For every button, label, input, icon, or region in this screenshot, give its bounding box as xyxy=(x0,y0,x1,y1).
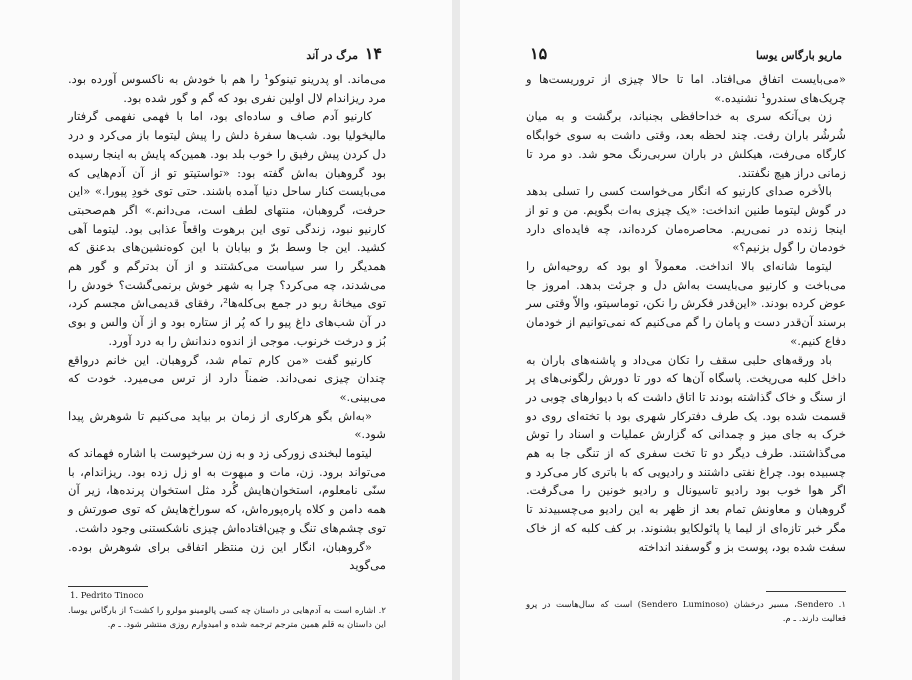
page-number: ۱۵ xyxy=(530,44,548,63)
paragraph: باد ورقه‌های حلبی سقف را تکان می‌داد و پاشنه‌های باران به داخل کلبه می‌ریخت. پاسگاه آن‌ها که دور تا دورش رلگونی‌های پر از سنگ و خاک گذاشته بودند تا اتاق داشت که با دیوارهای چوبی در قسمت شده بود. یک طرف دفترکار شهری بود با تخته‌ای روی دو خرک به جای میز و چمدانی که گزارش عملیات و اسناد را توش می‌گذاشتند. طرف دیگر دو تا تخت سفری که از تنگی جا به هم چسبیده بود. چراغ نفتی داشتند و رادیویی که با باتری کار می‌کرد و اگر هوا خوب بود رادیو تاسیونال و رادیو خونین را می‌گرفت. گروهبان و معاونش تمام بعد از ظهر به این رادیو می‌چسبیدند تا مگر خبر تازه‌ای از لیما یا پائولکایو بشنوند. بر کف کلبه که از خاک سفت شده بود، پوست بز و گوسفند انداخته xyxy=(526,352,846,554)
running-title: مرگ در آند xyxy=(306,49,358,62)
right-page-header xyxy=(530,44,842,69)
left-page-header xyxy=(70,44,382,69)
paragraph: «به‌اش بگو هرکاری از زمان بر بیاید می‌کنیم تا شوهرش پیدا شود.» xyxy=(68,408,386,442)
book-gutter xyxy=(452,0,460,680)
page-number: ۱۴ xyxy=(364,44,382,63)
paragraph: لیتوما شانه‌ای بالا انداخت. معمولاً او بود که روحیه‌اش را می‌باخت و کارنیو می‌بایست به‌اش دل و جرئت بدهد. امروز جا عوض کرده بودند. «این‌قدر فکرش را نکن، توماسیتو، والاّ وقتی سر برسند آن‌قدر دست و پامان را گم می‌کنیم که نمی‌توانیم از خودمان دفاع کنیم.» xyxy=(526,259,846,348)
paragraph: می‌ماند. او پدرینو تینوکو¹ را هم با خودش به ناکسوس آورده بود. مرد ریزاندام لال اولین نفری بود که گم و گور شده بود. xyxy=(68,72,386,105)
footnote-rule xyxy=(68,586,148,587)
paragraph: «می‌بایست اتفاق می‌افتاد. اما تا حالا چیزی از تروریست‌ها و چریک‌های سندرو¹ نشنیده.» xyxy=(526,72,846,105)
right-page xyxy=(460,0,912,680)
paragraph: بالأخره صدای کارنیو که انگار می‌خواست کسی را تسلی بدهد در گوش لیتوما طنین انداخت: «یک چیزی به‌ات بگویم. من و تو از اینجا زنده در نمی‌ریم. محاصره‌مان کرده‌اند، چه فایده‌ای دارد خودمان را گول بزنیم؟» xyxy=(526,184,846,255)
right-page-body xyxy=(526,70,846,556)
paragraph: «گروهبان، انگار این زن منتظر اتفاقی برای شوهرش بوده. می‌گوید xyxy=(68,539,386,573)
footnote-rule xyxy=(766,591,846,592)
paragraph: لیتوما لبخندی زورکی زد و به زن سرخپوست با اشاره فهماند که می‌تواند برود. زن، مات و مبهوت به او زل زده بود. ریزاندام، با سنّی نامعلوم، استخوان‌هایش گُرد مثل استخوان پرنده‌ها، زیر آن همه دامن و کلاه پاره‌پوره‌اش، که سوراخ‌هایش که توی صورتش و توی چشم‌های تنگ و چین‌افتاده‌اش چیزی ناشکستنی وجود داشت. xyxy=(68,446,386,535)
paragraph: زن بی‌آنکه سری به خداحافظی بجنباند، برگشت و به میان شُرشُر باران رفت. چند لحظه بعد، وقتی داشت به سوی خوابگاه کارگاه می‌رفت، هیکلش در باران سربی‌رنگ محو شد. دو مرد تا زمانی دراز هیچ نگفتند. xyxy=(526,109,846,180)
paragraph: کارنیو آدم صاف و ساده‌ای بود، اما با فهمی نفهمی گرفتار مالیخولیا بود. شب‌ها سفرهٔ دلش را پیش لیتوما باز می‌کرد و درد دل کردن پیش رفیق را خوب بلد بود. همین‌که پایش به اینجا رسیده بود گروهبان به‌اش گفته بود: «تواستیتو تو از آن آدم‌هایی که می‌بایست کنار ساحل دنیا آمده باشند. حتی توی خودِ پیورا.» «این حرفت، گروهبان، منتهای لطف است، می‌دانم.» اگر هم‌صحبتی کارنیو نبود، زندگی توی این برهوت واقعاً عذابی بود. لیتوما آهی کشید. این جا وسط برّ و بیابان با این کوه‌نشین‌های بدعنق که همدیگر را سر سیاست می‌کشتند و از آن بدترگم و گور هم می‌شدند، چه می‌کرد؟ چرا به شهر خوش برنمی‌گشت؟ خودش را توی میخانهٔ ربو در جمع بی‌کله‌ها²، رفقای قدیمی‌اش مجسم کرد، در آن شب‌های داغ پیو را که پُر از ستاره بود و از آن والس و بوی بُز و درخت خرنوب. موجی از اندوه دندانش را به درد آورد. xyxy=(68,109,386,348)
footnote-latin: 1. Pedrito Tinoco xyxy=(70,591,144,601)
paragraph: کارنیو گفت «من کارم تمام شد، گروهبان. این خانم درواقع چندان چیزی نمی‌داند. ضمناً دارد از ترس می‌میرد. خودت که می‌بینی.» xyxy=(68,352,386,404)
running-title: ماریو بارگاس یوسا xyxy=(755,49,842,62)
footnote: ۱. Sendero، مسیر درخشان (Sendero Luminoso) است که سال‌هاست در پرو فعالیت دارند. ـ م. xyxy=(526,600,846,624)
footnote: ۲. اشاره است به آدم‌هایی در داستان چه کسی پالومینو مولرو را کشت؟ از بارگاس یوسا. این داستان به قلم همین مترجم ترجمه شده و امیدوارم روزی منتشر شود. ـ م. xyxy=(68,606,386,630)
left-page-body xyxy=(68,70,386,575)
left-page xyxy=(0,0,452,680)
